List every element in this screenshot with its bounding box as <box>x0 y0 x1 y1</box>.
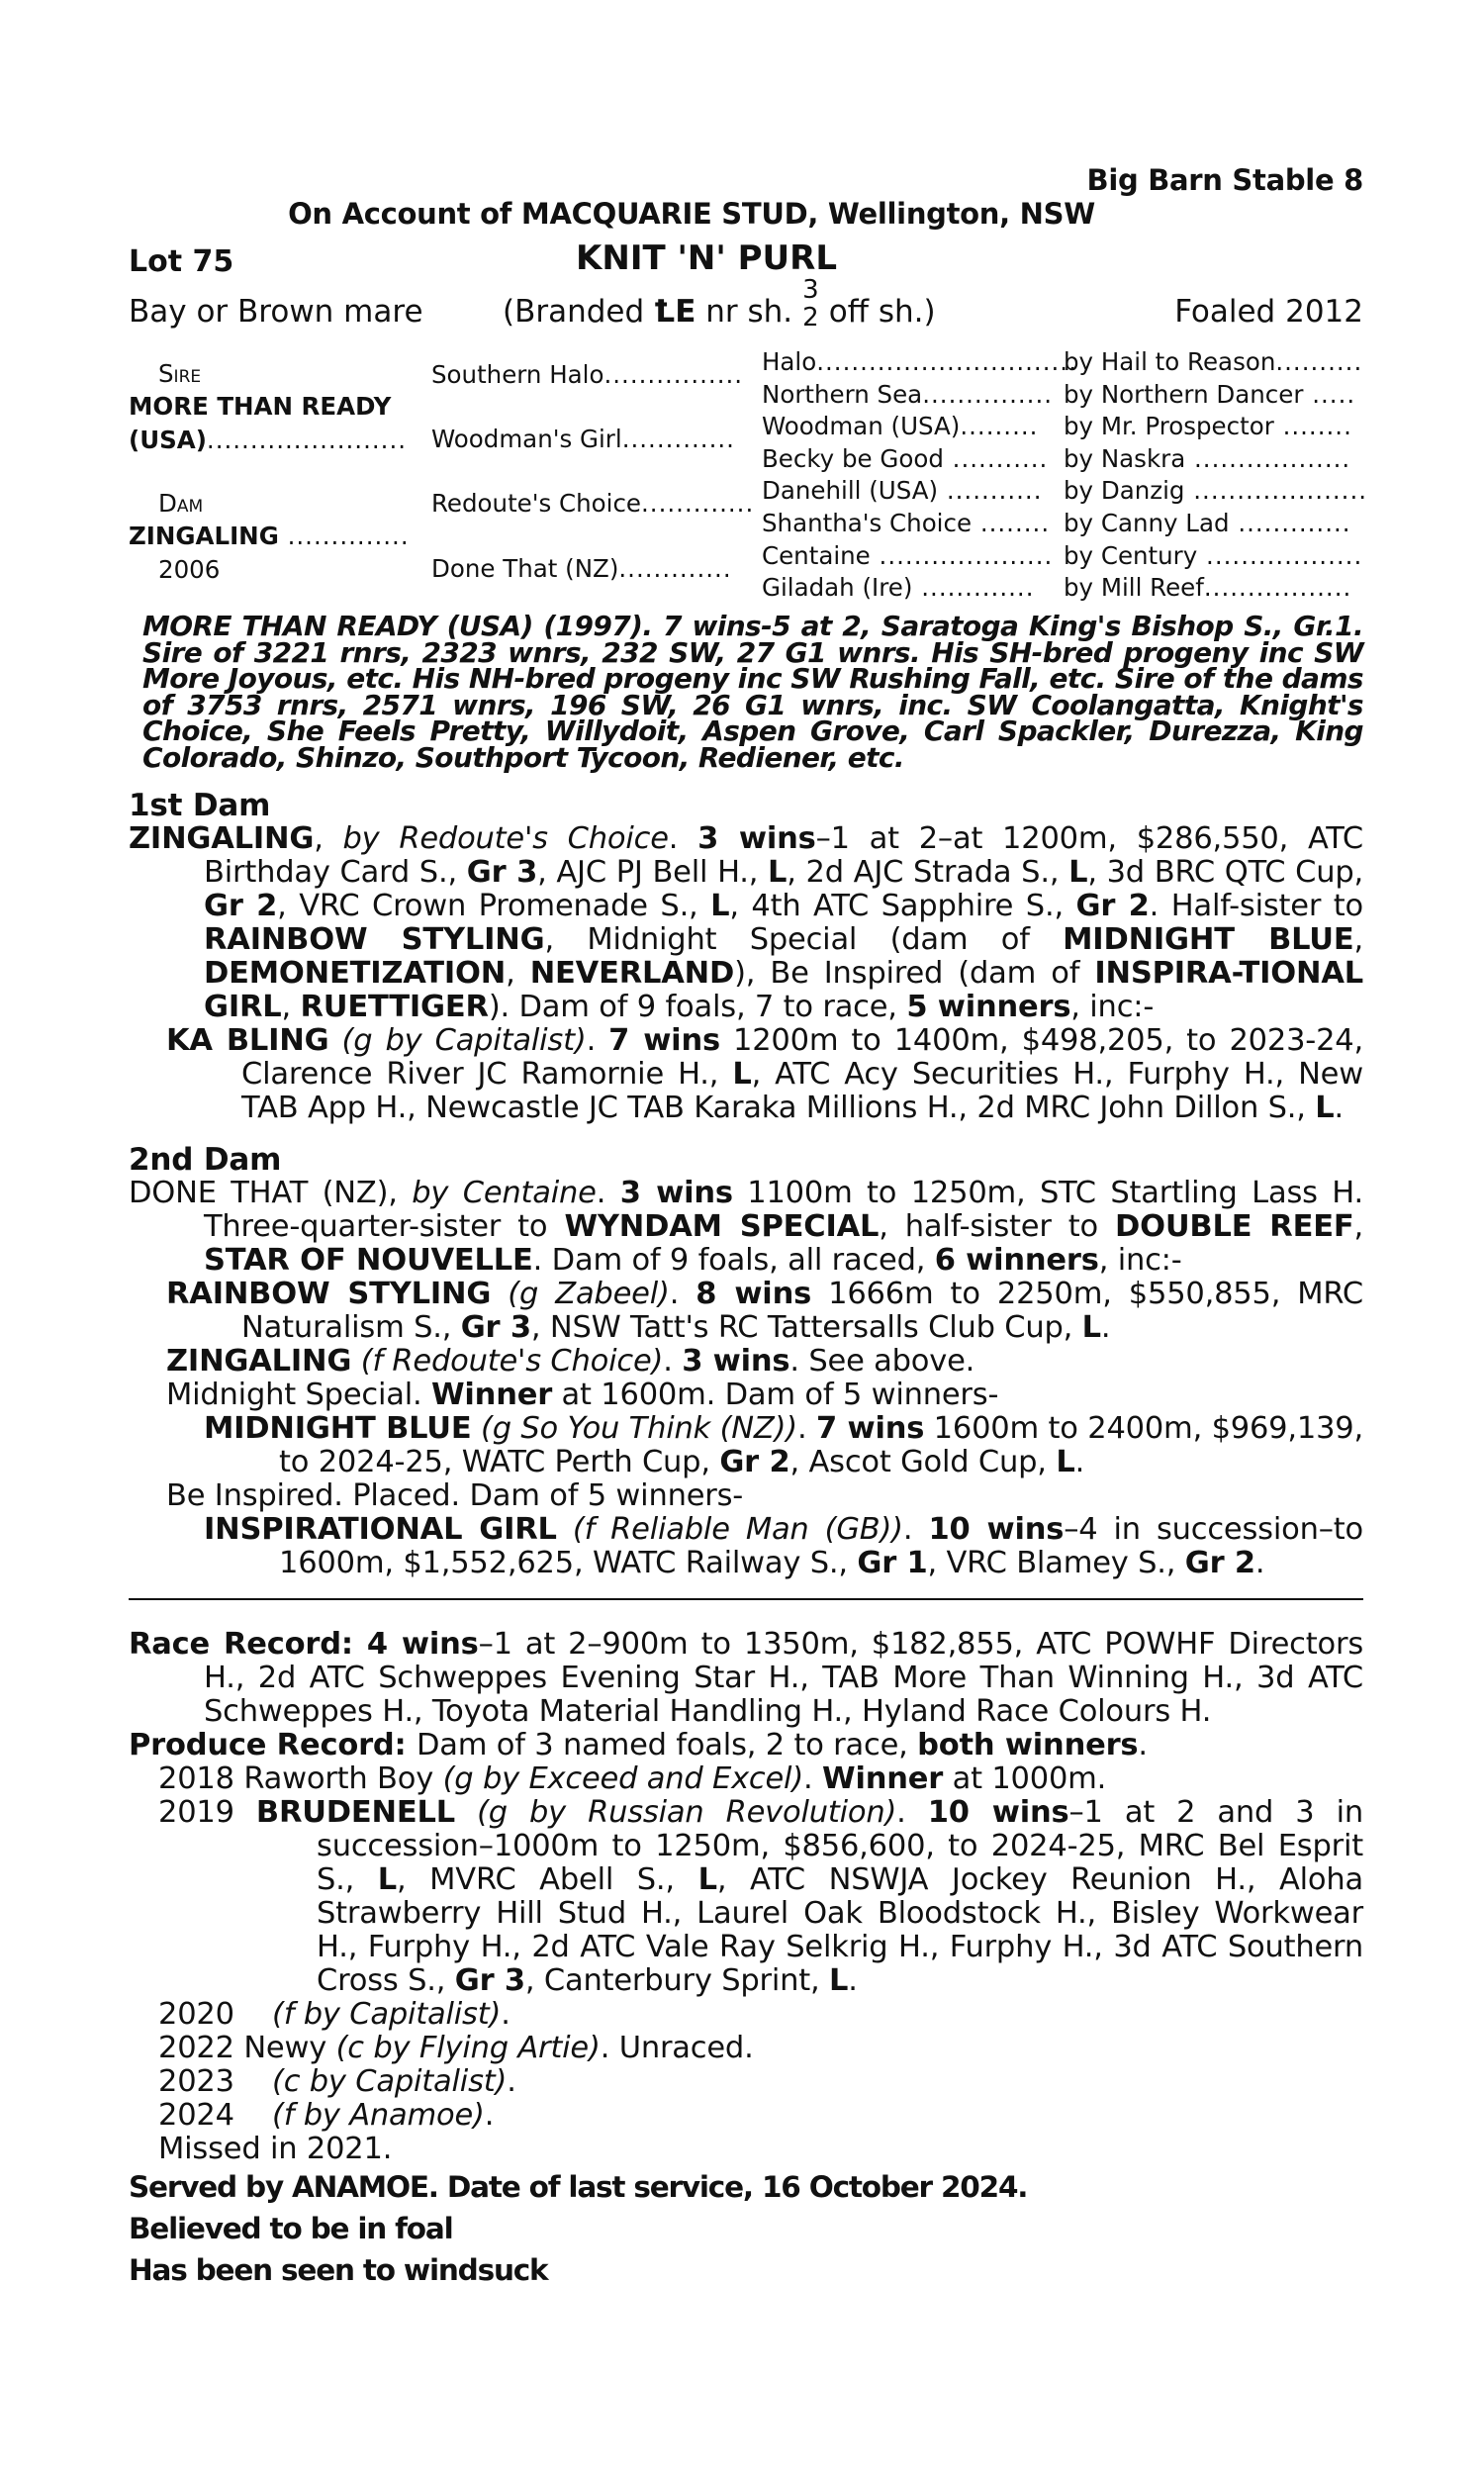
sire-label: Sire <box>158 359 202 388</box>
dam-name-row: ZINGALING .............. <box>129 522 410 550</box>
progeny-ka-bling: KA BLING (g by Capitalist). 7 wins 1200m to 1400m, $498,205, to 2023-24, Clarence River JC Ramornie H., L, ATC Acy Securities H., Furphy H., New TAB App H., Newcastle JC TAB Karaka Millions H., 2d MRC John Dillon S., L. <box>166 1023 1363 1125</box>
section-divider <box>129 1598 1363 1600</box>
race-record: Race Record: 4 wins–1 at 2–900m to 1350m, $182,855, ATC POWHF Directors H., 2d ATC Schweppes Evening Star H., TAB More Than Winning H., 3d ATC Schweppes H., Toyota Material Handling H., Hyland Race Colours H. <box>129 1627 1364 1729</box>
brand-suffix: off sh.) <box>828 294 936 330</box>
brand-description <box>503 274 936 333</box>
pedigree-table <box>129 347 1368 602</box>
produce-2023: 2023 (c by Capitalist). <box>158 2064 516 2099</box>
g2-6: Centaine .................... <box>762 541 1054 570</box>
horse-description: Bay or Brown mare <box>129 294 423 330</box>
dam-year: 2006 <box>158 555 221 584</box>
description-row <box>129 274 1363 343</box>
vendor-account: On Account of MACQUARIE STUD, Wellington, NSW <box>288 197 1095 231</box>
g2-5: Shantha's Choice ........ <box>762 509 1051 537</box>
progeny-be-inspired: Be Inspired. Placed. Dam of 5 winners- <box>166 1478 744 1513</box>
produce-2022: 2022 Newy (c by Flying Artie). Unraced. <box>158 2031 754 2065</box>
service-details: Served by ANAMOE. Date of last service, 16 October 2024. <box>129 2170 1028 2204</box>
g3-7: by Mill Reef................. <box>1064 573 1352 602</box>
brand-fraction <box>802 276 819 332</box>
foal-status: Believed to be in foal <box>129 2212 453 2245</box>
brand-mid: nr sh. <box>696 294 793 330</box>
brand-num-bottom: 2 <box>802 302 819 333</box>
progeny-inspirational-girl: INSPIRATIONAL GIRL (f Reliable Man (GB)). 10 wins–4 in succession–to 1600m, $1,552,625, WATC Railway S., Gr 1, VRC Blamey S., Gr 2. <box>204 1512 1364 1580</box>
g3-3: by Naskra .................. <box>1064 444 1351 473</box>
lot-number: Lot 75 <box>129 244 234 279</box>
catalogue-page <box>129 163 1368 2291</box>
sire-country-row: (USA)....................... <box>129 426 408 454</box>
g3-5: by Canny Lad ............. <box>1064 509 1351 537</box>
produce-missed: Missed in 2021. <box>158 2132 393 2166</box>
brand-num-top: 3 <box>802 274 819 305</box>
g2-4: Danehill (USA) ........... <box>762 476 1043 505</box>
progeny-midnight-blue: MIDNIGHT BLUE (g So You Think (NZ)). 7 wins 1600m to 2400m, $969,139, to 2024-25, WATC Perth Cup, Gr 2, Ascot Gold Cup, L. <box>204 1411 1363 1479</box>
produce-2018: 2018 Raworth Boy (g by Exceed and Excel). Winner at 1000m. <box>158 1761 1107 1796</box>
g2-3: Becky be Good ........... <box>762 444 1049 473</box>
g2-2: Woodman (USA)......... <box>762 412 1039 440</box>
g1-0: Southern Halo................ <box>431 360 744 389</box>
g1-1: Woodman's Girl............. <box>431 425 735 453</box>
foaled-year: Foaled 2012 <box>1174 294 1363 330</box>
g3-4: by Danzig .................... <box>1064 476 1368 505</box>
first-dam-heading: 1st Dam <box>129 788 271 823</box>
produce-2019: 2019 BRUDENELL (g by Russian Revolution). 10 wins–1 at 2 and 3 in succession–1000m to 1250m, $856,600, to 2024-25, MRC Bel Esprit S., L, MVRC Abell S., L, ATC NSWJA Jockey Reunion H., Aloha Strawberry Hill Stud H., Laurel Oak Bloodstock H., Bisley Workwear H., Furphy H., 2d ATC Vale Ray Selkrig H., Furphy H., 3d ATC Southern Cross S., Gr 3, Canterbury Sprint, L. <box>158 1795 1363 1998</box>
produce-2024: 2024 (f by Anamoe). <box>158 2098 495 2133</box>
g3-6: by Century .................. <box>1064 541 1363 570</box>
produce-2020: 2020 (f by Capitalist). <box>158 1997 510 2032</box>
dam-name: ZINGALING <box>129 522 279 550</box>
progeny-zingaling: ZINGALING (f Redoute's Choice). 3 wins. See above. <box>166 1344 975 1379</box>
produce-record: Produce Record: Dam of 3 named foals, 2 to race, both winners. <box>129 1728 1148 1762</box>
g3-0: by Hail to Reason.......... <box>1064 347 1363 376</box>
progeny-rainbow-styling: RAINBOW STYLING (g Zabeel). 8 wins 1666m to 2250m, $550,855, MRC Naturalism S., Gr 3, NSW Tatt's RC Tattersalls Club Cup, L. <box>166 1277 1363 1345</box>
brand-glyph: ꝈE <box>654 294 696 330</box>
horse-name: KNIT 'N' PURL <box>576 238 837 278</box>
brand-prefix: (Branded <box>503 294 655 330</box>
first-dam-entry: ZINGALING, by Redoute's Choice. 3 wins–1 at 2–at 1200m, $286,550, ATC Birthday Card S., Gr 3, AJC PJ Bell H., L, 2d AJC Strada S., L, 3d BRC QTC Cup, Gr 2, VRC Crown Promenade S., L, 4th ATC Sapphire S., Gr 2. Half-sister to RAINBOW STYLING, Midnight Special (dam of MIDNIGHT BLUE, DEMONETIZATION, NEVERLAND), Be Inspired (dam of INSPIRA-TIONAL GIRL, RUETTIGER). Dam of 9 foals, 7 to race, 5 winners, inc:- <box>129 821 1363 1024</box>
stable-label: Big Barn Stable 8 <box>1086 163 1363 197</box>
g3-2: by Mr. Prospector ........ <box>1064 412 1352 440</box>
sire-name: MORE THAN READY <box>129 392 392 421</box>
second-dam-entry: DONE THAT (NZ), by Centaine. 3 wins 1100m to 1250m, STC Startling Lass H. Three-quarter-sister to WYNDAM SPECIAL, half-sister to DOUBLE REEF, STAR OF NOUVELLE. Dam of 9 foals, all raced, 6 winners, inc:- <box>129 1176 1363 1278</box>
sire-review: MORE THAN READY (USA) (1997). 7 wins-5 at 2, Saratoga King's Bishop S., Gr.1. Sire of 3221 rnrs, 2323 wnrs, 232 SW, 27 G1 wnrs. His SH-bred progeny inc SW More Joyous, etc. His NH-bred progeny inc SW Rushing Fall, etc. Sire of the dams of 3753 rnrs, 2571 wnrs, 196 SW, 26 G1 wnrs, inc. SW Coolangatta, Knight's Choice, She Feels Pretty, Willydoit, Aspen Grove, Carl Spackler, Durezza, King Colorado, Shinzo, Southport Tycoon, Rediener, etc. <box>142 610 1363 774</box>
g2-7: Giladah (Ire) ............. <box>762 573 1035 602</box>
sire-country: (USA) <box>129 426 207 454</box>
catalogue-body <box>129 789 1363 2291</box>
dam-label: Dam <box>158 489 204 518</box>
g1-3: Done That (NZ)............. <box>431 554 732 583</box>
g2-0: Halo.............................. <box>762 347 1077 376</box>
lot-row <box>129 238 1363 282</box>
windsuck-note: Has been seen to windsuck <box>129 2253 548 2287</box>
g1-2: Redoute's Choice............. <box>431 489 755 518</box>
second-dam-heading: 2nd Dam <box>129 1142 282 1178</box>
progeny-midnight-special: Midnight Special. Winner at 1600m. Dam of 5 winners- <box>166 1378 999 1412</box>
g2-1: Northern Sea............... <box>762 380 1054 409</box>
g3-1: by Northern Dancer ..... <box>1064 380 1356 409</box>
